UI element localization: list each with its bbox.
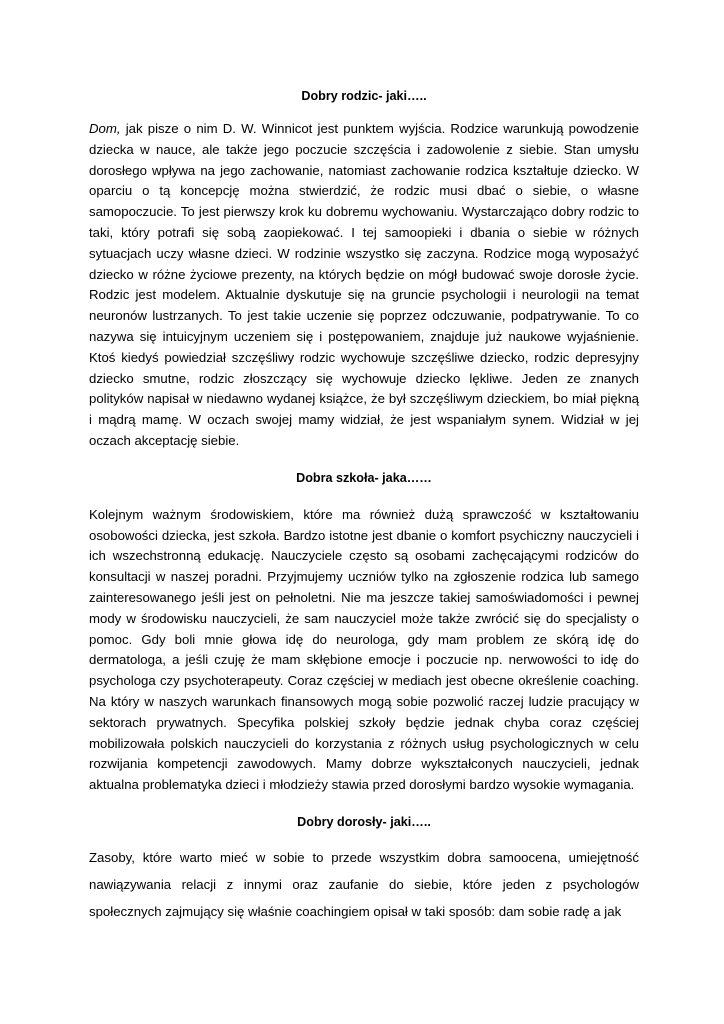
paragraph-text: jak pisze o nim D. W. Winnicot jest punktem wyjścia. Rodzice warunkują powodzenie dziecka w nauce, ale także jego poczucie szczęścia i zadowolenie z siebie. Stan umysłu dorosłego wpływa na jego zachowanie, natomiast zachowanie rodzica kształtuje dziecko. W oparciu o tą koncepcję można stwierdzić, że rodzic musi dbać o siebie, o własne samopoczucie. To jest pierwszy krok ku dobremu wychowaniu. Wystarczająco dobry rodzic to taki, który potrafi się sobą zaopiekować. I tej samoopieki i dbania o siebie w różnych sytuacjach uczy własne dzieci. W rodzinie wszystko się zaczyna. Rodzice mogą wyposażyć dziecko w różne życiowe prezenty, na których będzie on mógł budować swoje dorosłe życie. Rodzic jest modelem. Aktualnie dyskutuje się na gruncie psychologii i neurologii na temat neuronów lustrzanych. To jest takie uczenie się poprzez odczuwanie, podpatrywanie. To co nazywa się intuicyjnym uczeniem się i postępowaniem, znajduje już naukowe wyjaśnienie. Ktoś kiedyś powiedział szczęśliwy rodzic wychowuje szczęśliwe dziecko, rodzic depresyjny dziecko smutne, rodzic złoszczący się wychowuje dziecko lękliwe. Jeden ze znanych polityków napisał w niedawno wydanej książce, że był szczęśliwym dzieckiem, bo miał piękną i mądrą mamę. W oczach swojej mamy widział, że jest wspaniałym synem. Widział w jej oczach akceptację siebie. bbox=[89, 121, 639, 448]
paragraph-good-school: Kolejnym ważnym środowiskiem, które ma również dużą sprawczość w kształtowaniu osobowości dziecka, jest szkoła. Bardzo istotne jest dbanie o komfort psychiczny nauczycieli i ich wszechstronną edukację. Nauczyciele często są osobami zachęcającymi rodziców do konsultacji w naszej poradni. Przyjmujemy uczniów tylko na zgłoszenie rodzica lub samego zainteresowanego jeśli jest on pełnoletni. Nie ma jeszcze takiej samoświadomości i pewnej mody w środowisku nauczycieli, że sam nauczyciel może także zwrócić się do specjalisty o pomoc. Gdy boli mnie głowa idę do neurologa, gdy mam problem ze skórą idę do dermatologa, a jeśli czuję że mam skłębione emocje i poczucie np. nerwowości to idę do psychologa czy psychoterapeuty. Coraz częściej w mediach jest obecne określenie coaching. Na który w naszych warunkach finansowych mogą sobie pozwolić raczej ludzie pracujący w sektorach prywatnych. Specyfika polskiej szkoły będzie jednak chyba coraz częściej mobilizowała polskich nauczycieli do korzystania z różnych usług psychologicznych w celu rozwijania kompetencji zawodowych. Mamy dobrze wykształconych nauczycieli, jednak aktualna problematyka dzieci i młodzieży stawia przed dorosłymi bardzo wysokie wymagania. bbox=[89, 506, 639, 793]
paragraph-good-adult: Zasoby, które warto mieć w sobie to przede wszystkim dobra samoocena, umiejętność nawiązywania relacji z innymi oraz zaufanie do siebie, które jeden z psychologów społecznych zajmujący się właśnie coachingiem opisał w taki sposób: dam sobie radę a jak bbox=[89, 849, 639, 919]
section-heading-good-parent: Dobry rodzic- jaki….. bbox=[301, 89, 427, 103]
paragraph-good-parent bbox=[89, 119, 639, 452]
italic-lead-word: Dom, bbox=[89, 121, 121, 136]
section-heading-good-adult: Dobry dorosły- jaki….. bbox=[297, 814, 431, 829]
section-heading-good-school: Dobra szkoła- jaka…… bbox=[296, 470, 432, 485]
document-page bbox=[89, 86, 639, 925]
